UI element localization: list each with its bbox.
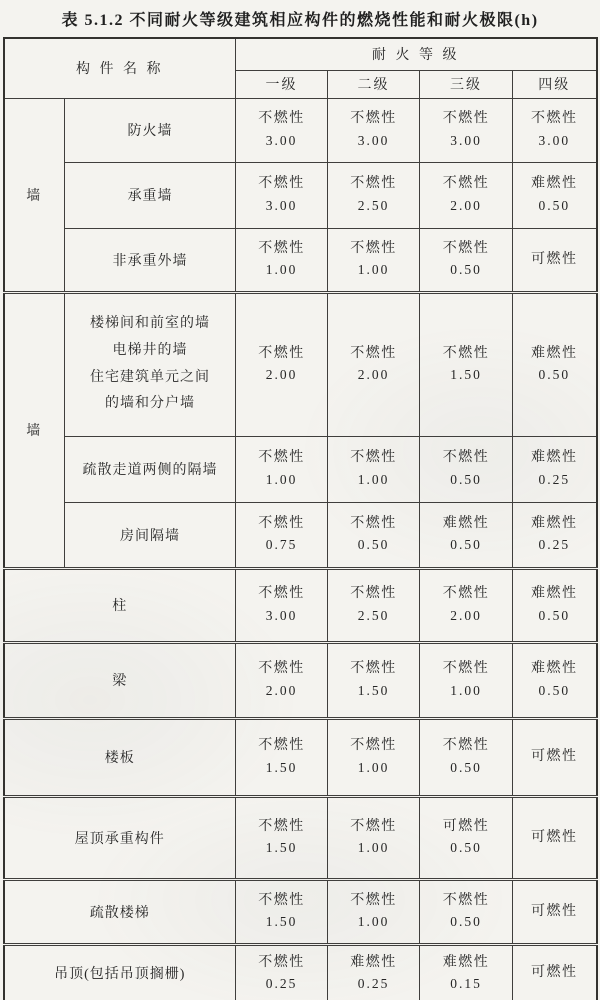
rating-cell — [420, 502, 513, 568]
rating-hours: 0.25 — [357, 976, 390, 992]
component-name-line: 电梯井的墙 — [112, 342, 188, 358]
combustibility: 难燃性 — [531, 586, 578, 602]
rating-hours: 1.50 — [265, 914, 298, 930]
rating-hours: 0.50 — [450, 914, 482, 930]
rating-hours: 1.00 — [265, 471, 298, 487]
rating-hours: 2.00 — [450, 197, 482, 213]
combustibility: 不燃性 — [350, 818, 397, 834]
rating-cell — [513, 796, 597, 879]
rating-hours: 0.50 — [450, 759, 482, 775]
rating-hours: 1.00 — [357, 471, 390, 487]
rating-hours: 0.15 — [450, 976, 482, 992]
rating-cell — [420, 228, 513, 292]
rating-cell — [328, 228, 420, 292]
combustibility: 难燃性 — [531, 515, 578, 531]
table-row — [4, 98, 597, 162]
rating-cell — [328, 292, 420, 436]
combustibility: 不燃性 — [350, 738, 397, 754]
table-row — [4, 568, 597, 642]
rating-hours: 1.50 — [357, 682, 390, 698]
rating-hours: 3.00 — [265, 197, 298, 213]
component-name-cell: 防火墙 — [65, 98, 236, 162]
rating-cell — [420, 436, 513, 502]
combustibility: 难燃性 — [442, 515, 490, 531]
group-cell-wall-1: 墙 — [4, 98, 65, 292]
rating-hours: 1.00 — [357, 840, 390, 856]
combustibility: 不燃性 — [258, 954, 305, 970]
rating-hours: 1.00 — [450, 682, 482, 698]
component-name-line: 住宅建筑单元之间 — [90, 369, 210, 385]
rating-hours: 0.50 — [450, 840, 482, 856]
rating-cell — [236, 642, 328, 718]
combustibility: 不燃性 — [258, 818, 305, 834]
table-row — [4, 879, 597, 944]
combustibility: 不燃性 — [350, 240, 397, 256]
combustibility: 不燃性 — [258, 738, 305, 754]
combustibility: 不燃性 — [442, 738, 490, 754]
rating-hours: 2.50 — [357, 197, 390, 213]
rating-hours: 1.00 — [265, 262, 298, 278]
combustibility: 不燃性 — [258, 111, 305, 127]
rating-cell — [328, 568, 420, 642]
rating-cell — [420, 879, 513, 944]
table-row — [4, 502, 597, 568]
rating-cell — [328, 98, 420, 162]
rating-cell — [328, 718, 420, 796]
combustibility: 不燃性 — [531, 111, 578, 127]
rating-cell — [328, 879, 420, 944]
table-row — [4, 718, 597, 796]
combustibility: 难燃性 — [350, 954, 397, 970]
combustibility: 不燃性 — [258, 240, 305, 256]
combustibility: 不燃性 — [350, 892, 397, 908]
group-cell-wall-2: 墙 — [4, 292, 65, 568]
combustibility: 难燃性 — [531, 176, 578, 192]
table-row — [4, 436, 597, 502]
rating-hours: 1.50 — [450, 367, 482, 383]
rating-cell — [513, 98, 597, 162]
table-row — [4, 228, 597, 292]
rating-hours: 0.75 — [265, 537, 298, 553]
rating-cell — [420, 718, 513, 796]
combustibility: 不燃性 — [350, 515, 397, 531]
rating-cell — [513, 642, 597, 718]
fire-resistance-table — [3, 37, 598, 1000]
combustibility: 不燃性 — [442, 586, 490, 602]
rating-hours: 0.50 — [538, 367, 571, 383]
rating-cell — [236, 98, 328, 162]
rating-hours: 1.00 — [357, 759, 390, 775]
rating-cell — [513, 944, 597, 1000]
combustibility: 不燃性 — [442, 111, 490, 127]
rating-hours: 0.50 — [450, 471, 482, 487]
header-fire-grade: 耐 火 等 级 — [236, 38, 597, 70]
table-row — [4, 642, 597, 718]
table-row — [4, 162, 597, 228]
rating-hours: 0.25 — [538, 537, 571, 553]
combustibility: 不燃性 — [350, 176, 397, 192]
combustibility: 难燃性 — [442, 954, 490, 970]
rating-cell — [513, 162, 597, 228]
combustibility: 可燃性 — [531, 251, 578, 267]
rating-hours: 3.00 — [450, 132, 482, 148]
rating-hours: 1.00 — [357, 262, 390, 278]
rating-hours: 3.00 — [265, 132, 298, 148]
combustibility: 不燃性 — [350, 345, 397, 361]
rating-cell — [236, 944, 328, 1000]
rating-cell — [236, 292, 328, 436]
rating-cell — [328, 436, 420, 502]
rating-cell — [328, 796, 420, 879]
component-name-cell: 非承重外墙 — [65, 228, 236, 292]
combustibility: 不燃性 — [350, 111, 397, 127]
rating-cell — [513, 292, 597, 436]
combustibility: 不燃性 — [442, 345, 490, 361]
combustibility: 可燃性 — [531, 749, 578, 765]
combustibility: 不燃性 — [350, 586, 397, 602]
rating-cell — [236, 162, 328, 228]
combustibility: 不燃性 — [258, 515, 305, 531]
rating-hours: 0.50 — [450, 262, 482, 278]
combustibility: 可燃性 — [531, 903, 578, 919]
rating-hours: 2.00 — [450, 607, 482, 623]
combustibility: 不燃性 — [258, 892, 305, 908]
rating-cell — [328, 642, 420, 718]
rating-hours: 3.00 — [357, 132, 390, 148]
combustibility: 不燃性 — [258, 176, 305, 192]
rating-cell — [420, 642, 513, 718]
rating-hours: 1.50 — [265, 840, 298, 856]
combustibility: 不燃性 — [442, 450, 490, 466]
rating-hours: 0.50 — [357, 537, 390, 553]
component-name-cell: 房间隔墙 — [65, 502, 236, 568]
rating-cell — [328, 502, 420, 568]
table-row — [4, 796, 597, 879]
rating-hours: 2.50 — [357, 607, 390, 623]
rating-cell — [236, 796, 328, 879]
component-name-cell: 梁 — [4, 642, 236, 718]
table-row — [4, 292, 597, 436]
combustibility: 难燃性 — [531, 450, 578, 466]
combustibility: 不燃性 — [442, 240, 490, 256]
combustibility: 不燃性 — [350, 450, 397, 466]
component-name-cell — [65, 292, 236, 436]
rating-hours: 3.00 — [265, 607, 298, 623]
rating-hours: 2.00 — [357, 367, 390, 383]
rating-hours: 2.00 — [265, 367, 298, 383]
combustibility: 不燃性 — [350, 661, 397, 677]
rating-hours: 0.25 — [538, 471, 571, 487]
component-name-cell: 吊顶(包括吊顶搁栅) — [4, 944, 236, 1000]
rating-cell — [420, 292, 513, 436]
header-grade-4: 四级 — [513, 70, 597, 98]
header-grade-3: 三级 — [420, 70, 513, 98]
rating-cell — [328, 162, 420, 228]
component-name-line: 的墙和分户墙 — [105, 396, 195, 412]
rating-hours: 1.50 — [265, 759, 298, 775]
component-name-cell: 柱 — [4, 568, 236, 642]
combustibility: 可燃性 — [531, 829, 578, 845]
combustibility: 难燃性 — [531, 345, 578, 361]
rating-cell — [236, 436, 328, 502]
rating-hours: 0.50 — [538, 197, 571, 213]
rating-cell — [328, 944, 420, 1000]
rating-hours: 3.00 — [538, 132, 571, 148]
rating-cell — [236, 502, 328, 568]
rating-hours: 0.50 — [450, 537, 482, 553]
rating-cell — [236, 718, 328, 796]
rating-hours: 0.50 — [538, 682, 571, 698]
component-name-cell: 疏散楼梯 — [4, 879, 236, 944]
rating-cell — [420, 162, 513, 228]
rating-hours: 1.00 — [357, 914, 390, 930]
table-row — [4, 944, 597, 1000]
rating-cell — [420, 944, 513, 1000]
header-component-name: 构 件 名 称 — [4, 38, 236, 98]
rating-cell — [513, 568, 597, 642]
rating-cell — [513, 718, 597, 796]
combustibility: 不燃性 — [442, 661, 490, 677]
component-name-cell: 疏散走道两侧的隔墙 — [65, 436, 236, 502]
combustibility: 可燃性 — [531, 965, 578, 981]
combustibility: 不燃性 — [442, 892, 490, 908]
rating-cell — [420, 568, 513, 642]
component-name-cell: 楼板 — [4, 718, 236, 796]
page-title: 表 5.1.2 不同耐火等级建筑相应构件的燃烧性能和耐火极限(h) — [61, 12, 539, 29]
combustibility: 可燃性 — [442, 818, 490, 834]
rating-cell — [513, 879, 597, 944]
rating-cell — [420, 98, 513, 162]
header-grade-2: 二级 — [328, 70, 420, 98]
component-name-cell: 屋顶承重构件 — [4, 796, 236, 879]
combustibility: 不燃性 — [258, 345, 305, 361]
rating-cell — [236, 879, 328, 944]
combustibility: 难燃性 — [531, 661, 578, 677]
rating-cell — [513, 436, 597, 502]
combustibility: 不燃性 — [258, 661, 305, 677]
combustibility: 不燃性 — [258, 586, 305, 602]
rating-cell — [420, 796, 513, 879]
header-grade-1: 一级 — [236, 70, 328, 98]
rating-hours: 0.50 — [538, 607, 571, 623]
combustibility: 不燃性 — [258, 450, 305, 466]
rating-hours: 2.00 — [265, 682, 298, 698]
component-name-cell: 承重墙 — [65, 162, 236, 228]
rating-cell — [513, 502, 597, 568]
rating-cell — [236, 568, 328, 642]
rating-cell — [236, 228, 328, 292]
combustibility: 不燃性 — [442, 176, 490, 192]
component-name-line: 楼梯间和前室的墙 — [90, 316, 210, 332]
rating-hours: 0.25 — [265, 976, 298, 992]
rating-cell — [513, 228, 597, 292]
